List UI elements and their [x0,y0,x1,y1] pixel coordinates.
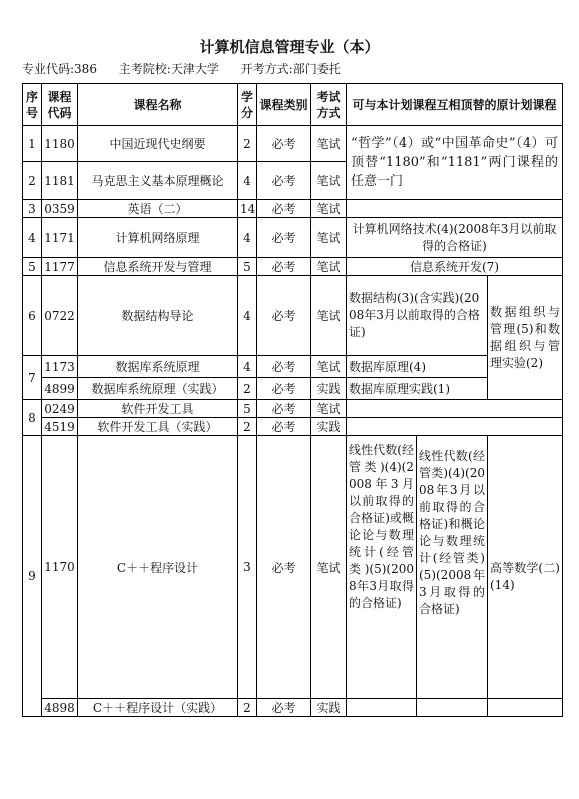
cell-credit: 5 [238,400,257,418]
cell-type: 必考 [257,126,311,162]
table-row [23,200,563,218]
cell-name: 数据库系统原理 [78,356,238,378]
cell-replace-empty [347,418,563,436]
cell-replace-empty [347,699,417,717]
cell-credit: 4 [238,218,257,258]
cell-seq: 2 [23,162,42,200]
cell-code: 1173 [42,356,78,378]
cell-name: 软件开发工具（实践） [78,418,238,436]
cell-exam: 笔试 [311,356,347,378]
cell-code: 1171 [42,218,78,258]
cell-name: 数据结构导论 [78,276,238,356]
header-replace: 可与本计划课程互相顶替的原计划课程 [347,84,563,126]
table-row [23,276,563,356]
cell-type: 必考 [257,162,311,200]
cell-code: 1177 [42,258,78,276]
cell-exam: 笔试 [311,276,347,356]
course-table [22,83,563,717]
table-row [23,400,563,418]
cell-code: 4519 [42,418,78,436]
exam-school: 主考院校:天津大学 [118,62,219,76]
cell-type: 必考 [257,378,311,400]
cell-type: 必考 [257,276,311,356]
cell-replace-a: 线性代数(经管类)(4)(2008年3月以前取得的合格证)或概论论与数理统计(经管类)(5)(2008年3月取得的合格证) [347,436,417,699]
cell-replace: “哲学”（4）或“中国革命史”（4）可顶替“1180”和“1181”两门课程的任意一门 [347,126,563,200]
cell-type: 必考 [257,356,311,378]
cell-code: 0249 [42,400,78,418]
cell-replace-a: 数据结构(3)(含实践)(2008年3月以前取得的合格证) [347,276,488,356]
cell-credit: 2 [238,378,257,400]
cell-exam: 笔试 [311,162,347,200]
header-seq: 序号 [23,84,42,126]
cell-exam: 笔试 [311,126,347,162]
cell-replace-empty [347,400,563,418]
cell-seq: 7 [23,356,42,400]
table-row [23,418,563,436]
cell-credit: 4 [238,162,257,200]
cell-replace-b: 数据组织与管理(5)和数据组织与管理实验(2) [488,276,563,400]
cell-code: 4898 [42,699,78,717]
cell-seq: 6 [23,276,42,356]
cell-replace: 计算机网络技术(4)(2008年3月以前取得的合格证) [347,218,563,258]
program-code: 专业代码:386 [22,62,97,76]
cell-seq: 9 [23,436,42,717]
cell-name: 马克思主义基本原理概论 [78,162,238,200]
exam-mode: 开考方式:部门委托 [240,62,341,76]
cell-code: 1180 [42,126,78,162]
cell-replace-empty [347,200,563,218]
table-row [23,436,563,699]
table-header-row [23,84,563,126]
header-exam: 考试方式 [311,84,347,126]
cell-credit: 4 [238,276,257,356]
cell-type: 必考 [257,699,311,717]
cell-name: 软件开发工具 [78,400,238,418]
cell-replace-a: 数据库原理(4) [347,356,488,378]
cell-seq: 3 [23,200,42,218]
cell-type: 必考 [257,400,311,418]
table-row [23,126,563,162]
cell-replace-a: 数据库原理实践(1) [347,378,488,400]
cell-seq: 1 [23,126,42,162]
cell-exam: 实践 [311,378,347,400]
cell-seq: 4 [23,218,42,258]
cell-name: 计算机网络原理 [78,218,238,258]
cell-name: 中国近现代史纲要 [78,126,238,162]
cell-credit: 4 [238,356,257,378]
header-type: 课程类别 [257,84,311,126]
program-meta [22,60,359,77]
cell-code: 0722 [42,276,78,356]
cell-type: 必考 [257,200,311,218]
cell-credit: 2 [238,418,257,436]
cell-name: 英语（二） [78,200,238,218]
cell-replace-c: 高等数学(二)(14) [488,436,563,699]
cell-code: 4899 [42,378,78,400]
cell-credit: 2 [238,699,257,717]
cell-type: 必考 [257,218,311,258]
cell-replace: 信息系统开发(7) [347,258,563,276]
cell-credit: 2 [238,126,257,162]
cell-exam: 笔试 [311,436,347,699]
table-row [23,258,563,276]
cell-seq: 5 [23,258,42,276]
cell-name: C＋＋程序设计 [78,436,238,699]
cell-exam: 笔试 [311,258,347,276]
cell-exam: 实践 [311,699,347,717]
header-name: 课程名称 [78,84,238,126]
cell-credit: 3 [238,436,257,699]
cell-exam: 笔试 [311,400,347,418]
page-title: 计算机信息管理专业（本） [199,38,380,56]
table-row [23,356,563,378]
table-row [23,699,563,717]
cell-name: 信息系统开发与管理 [78,258,238,276]
cell-exam: 笔试 [311,200,347,218]
header-credit: 学分 [238,84,257,126]
cell-type: 必考 [257,418,311,436]
cell-replace-empty [417,699,488,717]
table-row [23,218,563,258]
table-row [23,378,563,400]
cell-replace-b: 线性代数(经管类)(4)(2008年3月以前取得的合格证)和概论论与数理统计(经管类)(5)(2008年3月取得的合格证) [417,436,488,699]
cell-exam: 实践 [311,418,347,436]
cell-name: 数据库系统原理（实践） [78,378,238,400]
cell-type: 必考 [257,436,311,699]
header-code: 课程代码 [42,84,78,126]
cell-replace-empty [488,699,563,717]
cell-credit: 5 [238,258,257,276]
cell-code: 0359 [42,200,78,218]
cell-exam: 笔试 [311,218,347,258]
cell-credit: 14 [238,200,257,218]
cell-seq: 8 [23,400,42,436]
cell-code: 1181 [42,162,78,200]
cell-code: 1170 [42,436,78,699]
cell-name: C＋＋程序设计（实践） [78,699,238,717]
cell-type: 必考 [257,258,311,276]
